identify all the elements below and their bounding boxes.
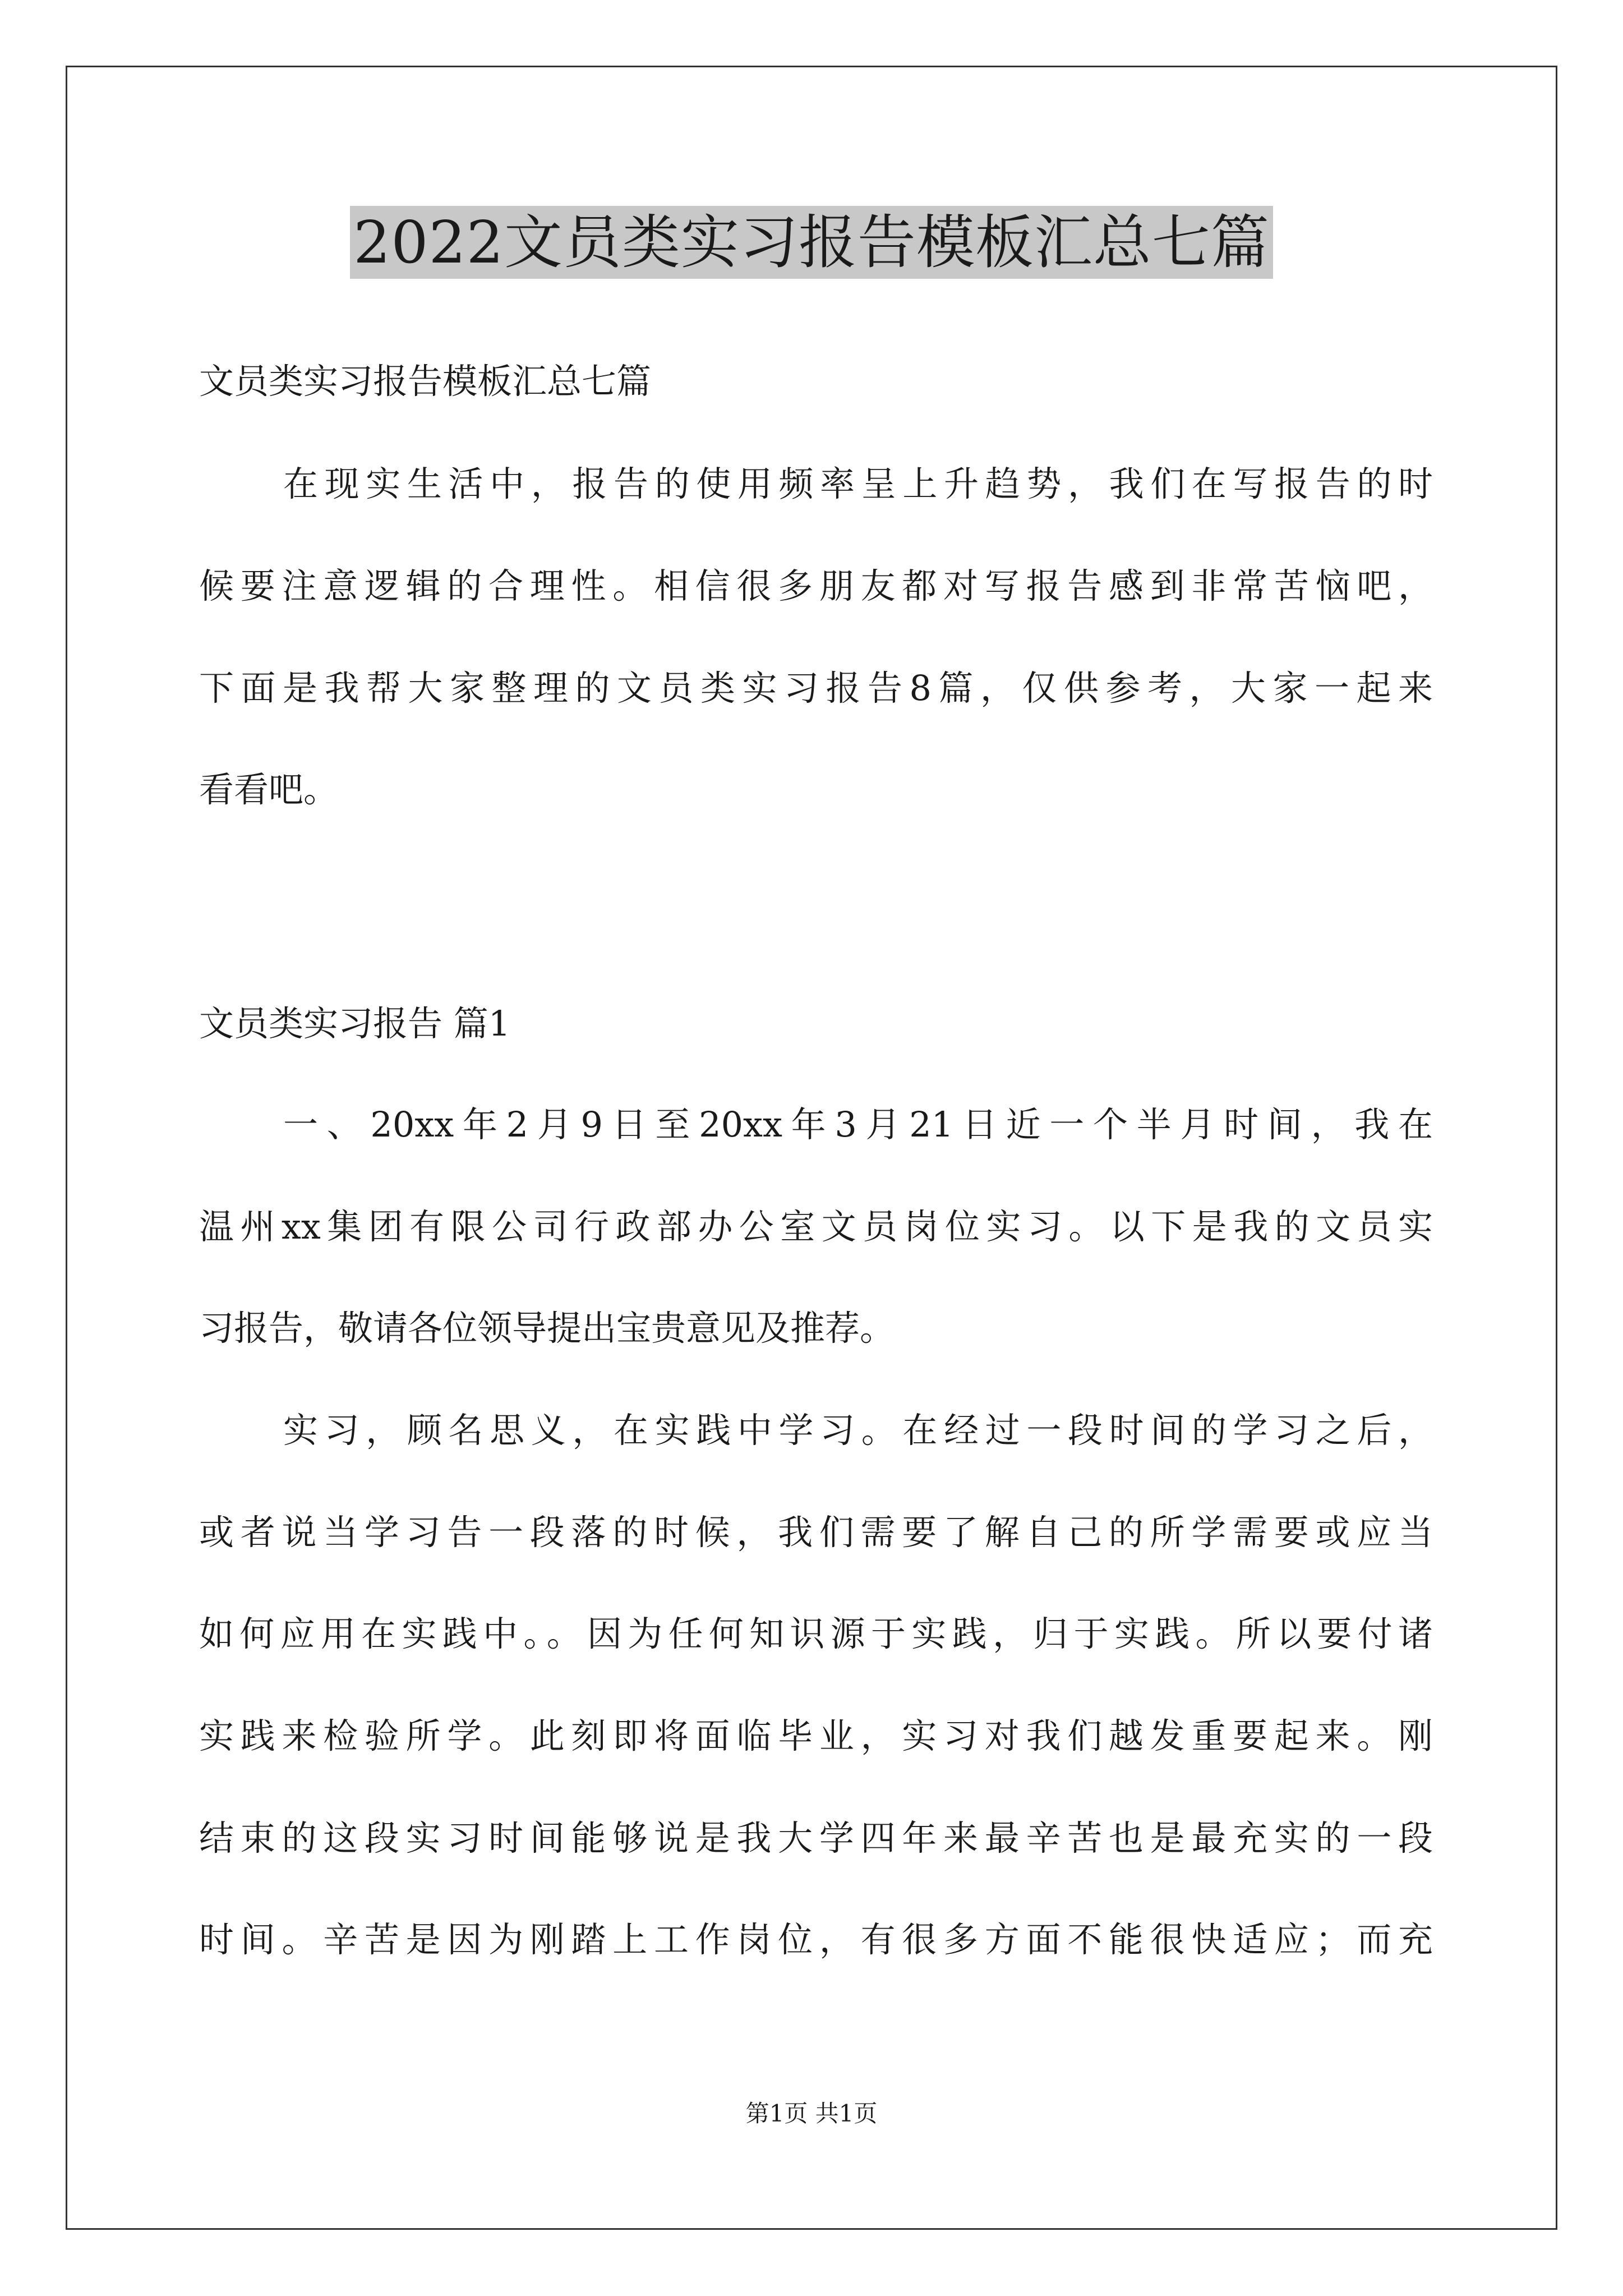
- para2-line-6: 时间。辛苦是因为刚踏上工作岗位，有很多方面不能很快适应；而充: [199, 1919, 1433, 1960]
- intro-line-1: 在现实生活中，报告的使用频率呈上升趋势，我们在写报告的时: [283, 463, 1433, 504]
- para2-line-1: 实习，顾名思义，在实践中学习。在经过一段时间的学习之后，: [283, 1410, 1433, 1451]
- section-heading: 文员类实习报告 篇1: [199, 1003, 511, 1044]
- para1-line-1: 一、20xx年2月9日至20xx年3月21日近一个半月时间，我在: [283, 1104, 1433, 1145]
- page-footer: 第1页 共1页: [745, 2100, 878, 2127]
- para2-line-2: 或者说当学习告一段落的时候，我们需要了解自己的所学需要或应当: [199, 1512, 1433, 1553]
- document-subtitle: 文员类实习报告模板汇总七篇: [199, 361, 652, 402]
- para1-line-2: 温州xx集团有限公司行政部办公室文员岗位实习。以下是我的文员实: [199, 1206, 1433, 1247]
- document-title: 2022文员类实习报告模板汇总七篇: [0, 208, 1623, 277]
- intro-line-2: 候要注意逻辑的合理性。相信很多朋友都对写报告感到非常苦恼吧，: [199, 565, 1433, 606]
- intro-line-4: 看看吧。: [199, 769, 339, 810]
- para2-line-3: 如何应用在实践中。。因为任何知识源于实践，归于实践。所以要付诸: [199, 1613, 1433, 1654]
- para1-line-3: 习报告，敬请各位领导提出宝贵意见及推荐。: [199, 1308, 895, 1349]
- para2-line-4: 实践来检验所学。此刻即将面临毕业，实习对我们越发重要起来。刚: [199, 1715, 1433, 1756]
- para2-line-5: 结束的这段实习时间能够说是我大学四年来最辛苦也是最充实的一段: [199, 1818, 1433, 1858]
- intro-line-3: 下面是我帮大家整理的文员类实习报告8篇，仅供参考，大家一起来: [199, 668, 1433, 708]
